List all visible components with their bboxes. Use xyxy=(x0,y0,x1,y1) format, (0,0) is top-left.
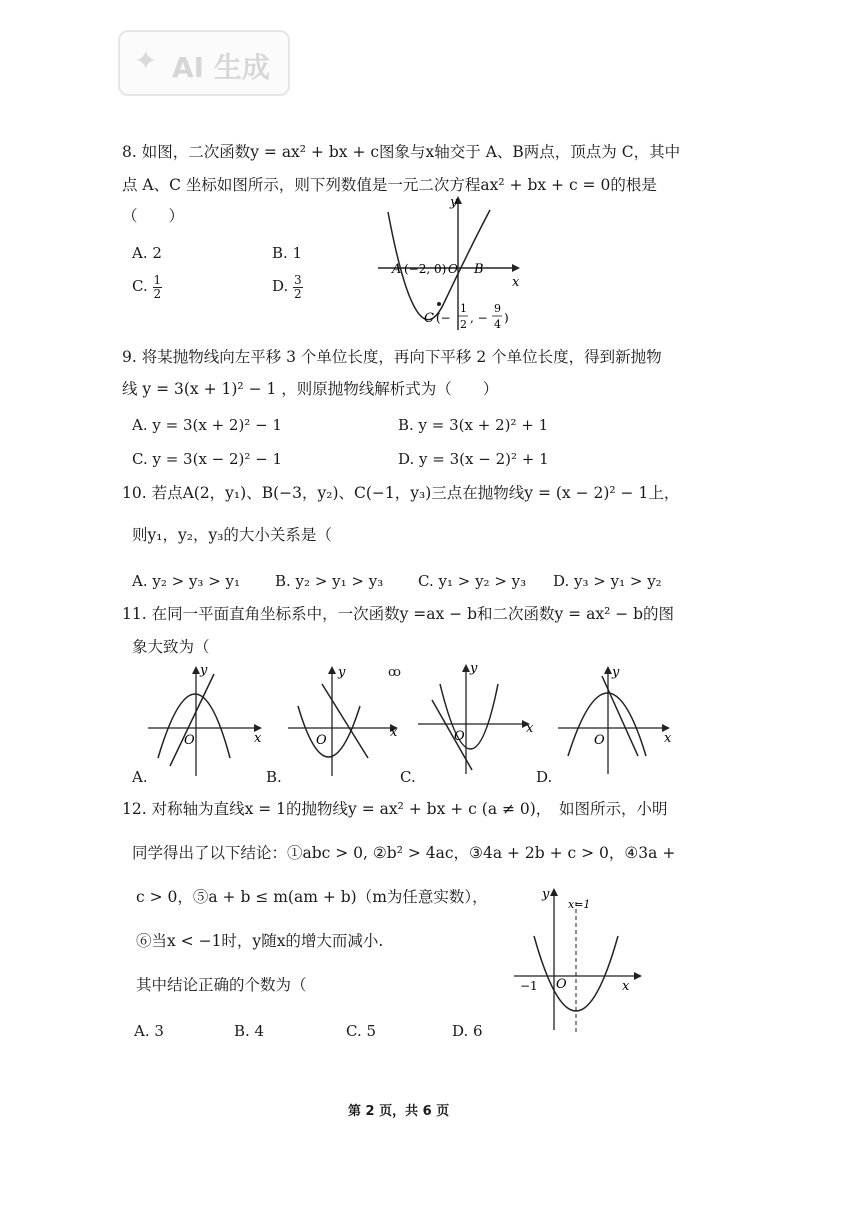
q8-fig-point-b: B xyxy=(474,262,484,277)
q12-fig-origin: O xyxy=(556,977,567,992)
q11a-x-label: x xyxy=(254,731,262,746)
q8-fig-c-num2: 9 xyxy=(494,302,501,315)
q11-graph-a xyxy=(140,662,270,782)
q9-option-a: A. y = 3(x + 2)² − 1 xyxy=(132,416,282,434)
q12-fig-x-label: x xyxy=(622,979,630,994)
q11c-y-label: y xyxy=(470,661,478,676)
q8-fig-c-open: (− xyxy=(436,311,451,325)
q8-fig-c-den1: 2 xyxy=(460,318,467,331)
q8-option-a: A. 2 xyxy=(132,244,162,262)
q9-line1: 9. 将某抛物线向左平移 3 个单位长度，再向下平移 2 个单位长度，得到新抛物 xyxy=(122,348,662,366)
q8-fig-c-close: ) xyxy=(504,311,509,325)
q11-graph-b xyxy=(280,662,410,782)
q10-line2: 则y₁，y₂，y₃的大小关系是（ xyxy=(132,526,332,544)
q12-line1: 12. 对称轴为直线x = 1的抛物线y = ax² + bx + c (a ≠ 0)， 如图所示，小明 xyxy=(122,800,668,818)
q11b-y-label: y xyxy=(338,665,346,680)
q12-option-b: B. 4 xyxy=(234,1022,265,1040)
q11-label-a: A. xyxy=(132,768,148,786)
q9-option-c: C. y = 3(x − 2)² − 1 xyxy=(132,450,283,468)
q8-fig-c-num1: 1 xyxy=(460,302,467,315)
q8-fig-point-a: A xyxy=(392,262,402,277)
stray-mark: ꝏ xyxy=(388,665,401,680)
q12-line3: c > 0，⑤a + b ≤ m(am + b)（m为任意实数）， xyxy=(136,888,488,906)
q11a-y-label: y xyxy=(200,663,208,678)
q12-option-d: D. 6 xyxy=(452,1022,483,1040)
q10-option-d: D. y₃ > y₁ > y₂ xyxy=(553,572,662,590)
q12-line5: 其中结论正确的个数为（ xyxy=(136,976,307,994)
q10-option-a: A. y₂ > y₃ > y₁ xyxy=(132,572,241,590)
q8-parabola-figure xyxy=(370,190,530,335)
q11-graph-d xyxy=(550,662,680,782)
q12-option-c: C. 5 xyxy=(346,1022,377,1040)
q8-fig-x-label: x xyxy=(512,275,520,290)
q8-line1: 8. 如图，二次函数y = ax² + bx + c图象与x轴交于 A、B两点，顶点为 C，其中 xyxy=(122,143,681,161)
q12-option-a: A. 3 xyxy=(134,1022,164,1040)
q10-line1: 10. 若点A(2，y₁)、B(−3，y₂)、C(−1，y₃)三点在抛物线y = (x − 2)² − 1上， xyxy=(122,484,680,502)
q12-fig-neg1: −1 xyxy=(520,979,538,993)
q10-option-c: C. y₁ > y₂ > y₃ xyxy=(418,572,527,590)
q11-label-d: D. xyxy=(536,768,553,786)
q9-option-d: D. y = 3(x − 2)² + 1 xyxy=(398,450,549,468)
q8-fig-a-coord: (−2, 0) xyxy=(404,262,447,276)
q11b-x-label: x xyxy=(390,725,398,740)
ai-generated-badge xyxy=(118,30,290,96)
q11-label-b: B. xyxy=(266,768,282,786)
sparkle-icon: ✦ xyxy=(134,44,158,77)
q11c-origin: O xyxy=(454,729,465,744)
page-footer: 第 2 页，共 6 页 xyxy=(348,1104,450,1119)
q12-fig-y-label: y xyxy=(542,887,550,902)
q11-graph-c xyxy=(410,660,540,780)
q11c-x-label: x xyxy=(526,721,534,736)
q9-option-b: B. y = 3(x + 2)² + 1 xyxy=(398,416,549,434)
q11d-origin: O xyxy=(594,733,605,748)
badge-text: AI 生成 xyxy=(172,51,270,84)
q11a-origin: O xyxy=(184,733,195,748)
q9-line2: 线 y = 3(x + 1)² − 1 ，则原抛物线解析式为（ ） xyxy=(122,380,499,398)
q8-option-d: D. $\frac{3}{2}$ xyxy=(272,273,302,301)
q11d-x-label: x xyxy=(664,731,672,746)
q12-parabola-figure xyxy=(510,880,650,1040)
q12-fig-axis-label: x=1 xyxy=(568,898,591,911)
q10-option-b: B. y₂ > y₁ > y₃ xyxy=(275,572,384,590)
q8-fig-point-c: C xyxy=(424,311,434,326)
q8-fig-y-label: y xyxy=(450,195,458,210)
q11-line2: 象大致为（ xyxy=(132,638,210,656)
q12-line4: ⑥当x < −1时，y随x的增大而减小. xyxy=(136,932,384,950)
q12-line2: 同学得出了以下结论：①abc > 0, ②b² > 4ac，③4a + 2b + c > 0，④3a + xyxy=(132,844,676,862)
q8-fig-origin: O xyxy=(448,262,458,276)
q8-fig-c-sep: , − xyxy=(470,311,488,325)
q11d-y-label: y xyxy=(612,665,620,680)
q8-option-c: C. $\frac{1}{2}$ xyxy=(132,273,162,301)
q8-line3: （ ） xyxy=(122,207,185,225)
q11-label-c: C. xyxy=(400,768,416,786)
q11-line1: 11. 在同一平面直角坐标系中，一次函数y =ax − b和二次函数y = ax² − b的图 xyxy=(122,605,675,623)
q8-fig-c-den2: 4 xyxy=(494,318,501,331)
q11b-origin: O xyxy=(316,733,327,748)
q8-line2: 点 A、C 坐标如图所示，则下列数值是一元二次方程ax² + bx + c = 0的根是 xyxy=(122,176,657,194)
q8-option-b: B. 1 xyxy=(272,244,303,262)
